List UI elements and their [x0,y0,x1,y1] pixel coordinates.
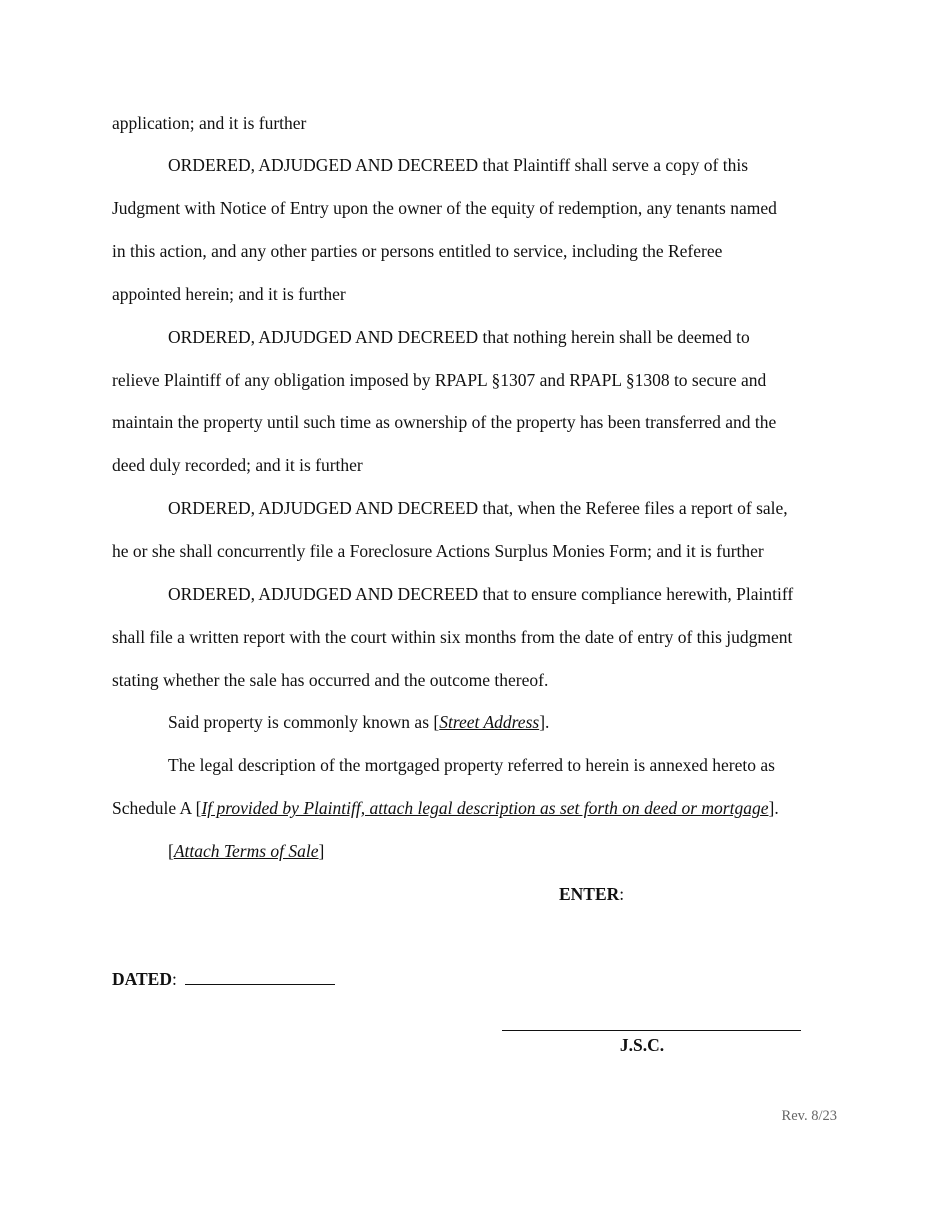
paragraph-text: maintain the property until such time as ownership of the property has been transferred and the [112,412,777,432]
paragraph-text: ORDERED, ADJUDGED AND DECREED that to ensure compliance herewith, Plaintiff [168,584,794,604]
street-address-placeholder: Street Address [439,712,540,732]
paragraph-text: relieve Plaintiff of any obligation imposed by RPAPL §1307 and RPAPL §1308 to secure and [112,370,767,390]
legal-description-placeholder: If provided by Plaintiff, attach legal description as set forth on deed or mortgage [201,798,769,818]
paragraph-text: shall file a written report with the court within six months from the date of entry of this judgment [112,627,793,647]
paragraph-text: ORDERED, ADJUDGED AND DECREED that, when the Referee files a report of sale, [168,498,788,518]
legal-description-schedule-line [112,798,779,818]
paragraph-text: Judgment with Notice of Entry upon the owner of the equity of redemption, any tenants named [112,198,777,218]
paragraph-text: ORDERED, ADJUDGED AND DECREED that Plaintiff shall serve a copy of this [168,155,749,175]
dated-label: DATED [112,969,172,989]
paragraph-text: in this action, and any other parties or persons entitled to service, including the Referee [112,241,723,261]
paragraph-text: deed duly recorded; and it is further [112,455,363,475]
dated-blank-field [185,970,335,985]
paragraph-text: appointed herein; and it is further [112,284,346,304]
enter-heading [559,884,624,904]
paragraph-text: application; and it is further [112,113,307,133]
bracket-close: ] [318,841,325,861]
terms-of-sale-line [168,841,324,861]
schedule-suffix: ]. [768,798,779,818]
property-prefix: Said property is commonly known as [ [168,712,440,732]
bracket-open: [ [168,841,174,861]
paragraph-text: stating whether the sale has occurred and the outcome thereof. [112,670,549,690]
enter-label: ENTER [559,884,620,904]
signature-line [502,1030,801,1031]
enter-colon: : [619,884,625,904]
paragraph-text: ORDERED, ADJUDGED AND DECREED that nothing herein shall be deemed to [168,327,750,347]
dated-colon: : [171,969,177,989]
terms-of-sale-placeholder: Attach Terms of Sale [173,841,319,861]
legal-description-text: The legal description of the mortgaged property referred to herein is annexed hereto as [168,755,775,775]
revision-footer: Rev. 8/23 [781,1108,837,1124]
judge-title: J.S.C. [619,1035,665,1055]
paragraph-text: he or she shall concurrently file a Foreclosure Actions Surplus Monies Form; and it is further [112,541,764,561]
property-address-line [168,712,549,732]
schedule-prefix: Schedule A [ [112,798,202,818]
dated-line [112,969,335,989]
property-suffix: ]. [539,712,550,732]
